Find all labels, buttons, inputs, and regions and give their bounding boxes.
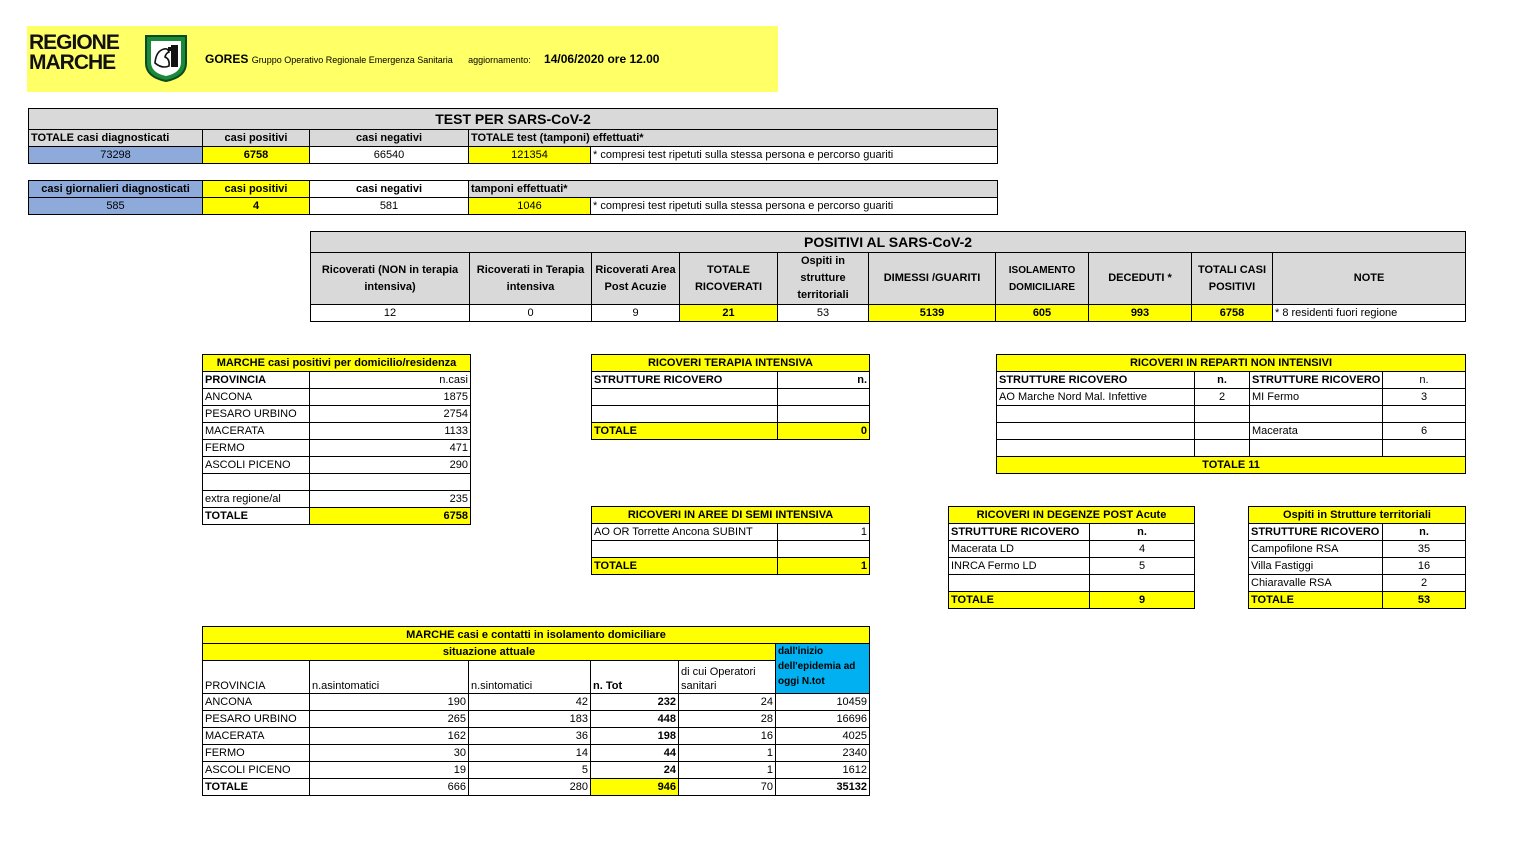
positivi-header: ISOLAMENTO DOMICILIARE	[996, 253, 1089, 305]
ospiti-row	[1249, 558, 1466, 575]
isolamento-table	[202, 626, 870, 796]
ospiti-name: Villa Fastiggi	[1249, 558, 1383, 575]
nonint-row	[997, 406, 1466, 423]
provincia-row	[203, 440, 471, 457]
provincia-value: 290	[310, 457, 471, 474]
terapia-header-strutture: STRUTTURE RICOVERO	[592, 372, 778, 389]
isolamento-cell: 36	[469, 728, 591, 745]
nonint-struttura	[997, 406, 1195, 423]
isolamento-cell: 1	[679, 745, 776, 762]
postacute-row	[949, 541, 1195, 558]
header-daily-negativi: casi negativi	[310, 181, 469, 198]
nonint-struttura-2: MI Fermo	[1250, 389, 1383, 406]
value-casi-giornalieri: 585	[29, 198, 203, 215]
isolamento-row	[203, 728, 870, 745]
provincia-title: MARCHE casi positivi per domicilio/residenza	[203, 355, 471, 372]
value-casi-positivi: 6758	[203, 147, 310, 164]
ospiti-name: Chiaravalle RSA	[1249, 575, 1383, 592]
isolamento-header: di cui Operatori sanitari	[679, 661, 776, 694]
terapia-header-n: n.	[778, 372, 870, 389]
nonint-header-strutture-2: STRUTTURE RICOVERO	[1250, 372, 1383, 389]
ospiti-table	[1248, 506, 1466, 609]
isolamento-cell: ASCOLI PICENO	[203, 762, 310, 779]
isolamento-cell: 24	[591, 762, 679, 779]
ncasi-header: n.casi	[310, 372, 471, 389]
ospiti-value: 35	[1383, 541, 1466, 558]
isolamento-row	[203, 694, 870, 711]
isolamento-cell: 19	[310, 762, 469, 779]
isolamento-cell: MACERATA	[203, 728, 310, 745]
isolamento-header: n. Tot	[591, 661, 679, 694]
ospiti-total-label: TOTALE	[1249, 592, 1383, 609]
isolamento-subtitle: situazione attuale	[203, 644, 776, 661]
semi-total-value: 1	[778, 558, 870, 575]
positivi-value: 53	[778, 305, 869, 322]
provincia-name: PESARO URBINO	[203, 406, 310, 423]
logo-line-1: REGIONE	[29, 31, 119, 54]
positivi-value: * 8 residenti fuori regione	[1273, 305, 1466, 322]
isolamento-cell: 265	[310, 711, 469, 728]
isolamento-header: n.sintomatici	[469, 661, 591, 694]
positivi-header: DIMESSI /GUARITI	[869, 253, 996, 305]
ospiti-header-n: n.	[1383, 524, 1466, 541]
provincia-row	[203, 423, 471, 440]
isolamento-cell: ANCONA	[203, 694, 310, 711]
positivi-value: 6758	[1192, 305, 1273, 322]
isolamento-cell: 42	[469, 694, 591, 711]
nonint-struttura-2	[1250, 406, 1383, 423]
post-acute-table	[948, 506, 1195, 609]
isolamento-total-cell: 70	[679, 779, 776, 796]
isolamento-total-cell: 280	[469, 779, 591, 796]
isolamento-row	[203, 762, 870, 779]
non-intensivi-table	[996, 354, 1466, 474]
positivi-value: 605	[996, 305, 1089, 322]
ospiti-title: Ospiti in Strutture territoriali	[1249, 507, 1466, 524]
postacute-value	[1090, 575, 1195, 592]
nonint-n	[1195, 423, 1250, 440]
nonint-header-strutture: STRUTTURE RICOVERO	[997, 372, 1195, 389]
ospiti-row	[1249, 575, 1466, 592]
ospiti-total-value: 53	[1383, 592, 1466, 609]
isolamento-cell: 24	[679, 694, 776, 711]
nonint-struttura	[997, 423, 1195, 440]
provincia-name: ASCOLI PICENO	[203, 457, 310, 474]
terapia-title: RICOVERI TERAPIA INTENSIVA	[592, 355, 870, 372]
provincia-row	[203, 474, 471, 491]
test-note: * compresi test ripetuti sulla stessa persona e percorso guariti	[591, 147, 998, 164]
value-totale-casi: 73298	[29, 147, 203, 164]
gores-subtitle: Gruppo Operativo Regionale Emergenza Sanitaria	[251, 55, 453, 65]
value-daily-tamponi: 1046	[469, 198, 591, 215]
isolamento-cell: 162	[310, 728, 469, 745]
terapia-empty-row	[592, 406, 778, 423]
isolamento-cell: 44	[591, 745, 679, 762]
positivi-header: Ricoverati (NON in terapia intensiva)	[311, 253, 470, 305]
positivi-header: Ricoverati in Terapia intensiva	[470, 253, 592, 305]
positivi-value: 5139	[869, 305, 996, 322]
isolamento-header: PROVINCIA	[203, 661, 310, 694]
daily-note: * compresi test ripetuti sulla stessa persona e percorso guariti	[591, 198, 998, 215]
isolamento-cell: 5	[469, 762, 591, 779]
terapia-total-value: 0	[778, 423, 870, 440]
isolamento-total-cell: TOTALE	[203, 779, 310, 796]
nonint-n	[1195, 406, 1250, 423]
semi-row-value: 1	[778, 524, 870, 541]
gores-info	[205, 52, 659, 66]
positivi-header: Ospiti in strutture territoriali	[778, 253, 869, 305]
nonint-n	[1195, 440, 1250, 457]
postacute-name	[949, 575, 1090, 592]
postacute-header-strutture: STRUTTURE RICOVERO	[949, 524, 1090, 541]
nonint-struttura	[997, 440, 1195, 457]
header-casi-giornalieri: casi giornalieri diagnosticati	[29, 181, 203, 198]
provincia-name: MACERATA	[203, 423, 310, 440]
nonint-title: RICOVERI IN REPARTI NON INTENSIVI	[997, 355, 1466, 372]
value-totale-test: 121354	[469, 147, 591, 164]
nonint-n-2	[1383, 406, 1466, 423]
isolamento-cell: 190	[310, 694, 469, 711]
isolamento-row	[203, 745, 870, 762]
postacute-name: INRCA Fermo LD	[949, 558, 1090, 575]
nonint-n-2: 3	[1383, 389, 1466, 406]
provincia-name: ANCONA	[203, 389, 310, 406]
daily-table	[28, 180, 998, 215]
isolamento-cell: FERMO	[203, 745, 310, 762]
postacute-title: RICOVERI IN DEGENZE POST Acute	[949, 507, 1195, 524]
provincia-header: PROVINCIA	[203, 372, 310, 389]
isolamento-cell: 4025	[776, 728, 870, 745]
terapia-intensiva-table	[591, 354, 870, 440]
nonint-n-2: 6	[1383, 423, 1466, 440]
test-table	[28, 108, 998, 164]
semi-title: RICOVERI IN AREE DI SEMI INTENSIVA	[592, 507, 870, 524]
update-date: 14/06/2020 ore 12.00	[544, 52, 660, 66]
provincia-value: 1133	[310, 423, 471, 440]
semi-row-name: AO OR Torrette Ancona SUBINT	[592, 524, 778, 541]
nonint-row	[997, 440, 1466, 457]
postacute-row	[949, 558, 1195, 575]
isolamento-total-cell: 666	[310, 779, 469, 796]
value-daily-negativi: 581	[310, 198, 469, 215]
isolamento-side-header: dall'inizio dell'epidemia ad oggi N.tot	[776, 644, 870, 694]
regione-marche-logo	[29, 33, 119, 73]
nonint-n-2	[1383, 440, 1466, 457]
isolamento-cell: 30	[310, 745, 469, 762]
provincia-total-label: TOTALE	[203, 508, 310, 525]
provincia-row	[203, 406, 471, 423]
nonint-total: TOTALE 11	[997, 457, 1466, 474]
isolamento-cell: 1612	[776, 762, 870, 779]
postacute-total-label: TOTALE	[949, 592, 1090, 609]
positivi-header: Ricoverati Area Post Acuzie	[592, 253, 680, 305]
header-daily-positivi: casi positivi	[203, 181, 310, 198]
postacute-header-n: n.	[1090, 524, 1195, 541]
marche-emblem-icon	[142, 33, 190, 83]
isolamento-cell: 28	[679, 711, 776, 728]
header-banner	[27, 26, 778, 92]
nonint-row	[997, 389, 1466, 406]
positivi-value: 0	[470, 305, 592, 322]
nonint-struttura-2: Macerata	[1250, 423, 1383, 440]
positivi-value: 21	[680, 305, 778, 322]
isolamento-cell: 198	[591, 728, 679, 745]
isolamento-cell: PESARO URBINO	[203, 711, 310, 728]
value-casi-negativi: 66540	[310, 147, 469, 164]
isolamento-cell: 16	[679, 728, 776, 745]
provincia-row	[203, 389, 471, 406]
postacute-row	[949, 575, 1195, 592]
provincia-value	[310, 474, 471, 491]
isolamento-cell: 183	[469, 711, 591, 728]
provincia-table	[202, 354, 471, 525]
provincia-total-value: 6758	[310, 508, 471, 525]
postacute-name: Macerata LD	[949, 541, 1090, 558]
update-label: aggiornamento:	[468, 55, 531, 65]
header-totale-test: TOTALE test (tamponi) effettuati*	[469, 130, 998, 147]
nonint-header-n: n.	[1195, 372, 1250, 389]
provincia-name	[203, 474, 310, 491]
positivi-header: NOTE	[1273, 253, 1466, 305]
isolamento-cell: 232	[591, 694, 679, 711]
postacute-value: 4	[1090, 541, 1195, 558]
positivi-value: 993	[1089, 305, 1192, 322]
isolamento-header: n.asintomatici	[310, 661, 469, 694]
positivi-header: TOTALI CASI POSITIVI	[1192, 253, 1273, 305]
nonint-struttura: AO Marche Nord Mal. Infettive	[997, 389, 1195, 406]
nonint-struttura-2	[1250, 440, 1383, 457]
isolamento-cell: 1	[679, 762, 776, 779]
provincia-name: extra regione/al	[203, 491, 310, 508]
isolamento-cell: 10459	[776, 694, 870, 711]
isolamento-cell: 448	[591, 711, 679, 728]
semi-total-label: TOTALE	[592, 558, 778, 575]
header-casi-negativi: casi negativi	[310, 130, 469, 147]
positivi-value: 12	[311, 305, 470, 322]
provincia-row	[203, 457, 471, 474]
header-totale-casi: TOTALE casi diagnosticati	[29, 130, 203, 147]
test-table-title: TEST PER SARS-CoV-2	[29, 109, 998, 130]
ospiti-value: 2	[1383, 575, 1466, 592]
header-casi-positivi: casi positivi	[203, 130, 310, 147]
header-daily-tamponi: tamponi effettuati*	[469, 181, 998, 198]
positivi-title: POSITIVI AL SARS-CoV-2	[311, 232, 1466, 253]
nonint-n: 2	[1195, 389, 1250, 406]
nonint-row	[997, 423, 1466, 440]
isolamento-cell: 14	[469, 745, 591, 762]
postacute-total-value: 9	[1090, 592, 1195, 609]
provincia-value: 235	[310, 491, 471, 508]
isolamento-row	[203, 711, 870, 728]
logo-line-2: MARCHE	[29, 51, 116, 74]
isolamento-cell: 16696	[776, 711, 870, 728]
provincia-value: 1875	[310, 389, 471, 406]
gores-name: GORES	[205, 52, 249, 66]
semi-empty-row	[592, 541, 778, 558]
ospiti-row	[1249, 541, 1466, 558]
isolamento-total-cell: 946	[591, 779, 679, 796]
ospiti-header-strutture: STRUTTURE RICOVERO	[1249, 524, 1383, 541]
terapia-empty-row	[592, 389, 778, 406]
positivi-value: 9	[592, 305, 680, 322]
ospiti-value: 16	[1383, 558, 1466, 575]
isolamento-cell: 2340	[776, 745, 870, 762]
positivi-table	[310, 231, 1466, 322]
positivi-header: DECEDUTI *	[1089, 253, 1192, 305]
isolamento-title: MARCHE casi e contatti in isolamento domiciliare	[203, 627, 870, 644]
positivi-header: TOTALE RICOVERATI	[680, 253, 778, 305]
terapia-total-label: TOTALE	[592, 423, 778, 440]
value-daily-positivi: 4	[203, 198, 310, 215]
isolamento-total-cell: 35132	[776, 779, 870, 796]
postacute-value: 5	[1090, 558, 1195, 575]
provincia-value: 2754	[310, 406, 471, 423]
provincia-row	[203, 491, 471, 508]
ospiti-name: Campofilone RSA	[1249, 541, 1383, 558]
semi-intensiva-table	[591, 506, 870, 575]
nonint-header-n-2: n.	[1383, 372, 1466, 389]
provincia-name: FERMO	[203, 440, 310, 457]
provincia-value: 471	[310, 440, 471, 457]
